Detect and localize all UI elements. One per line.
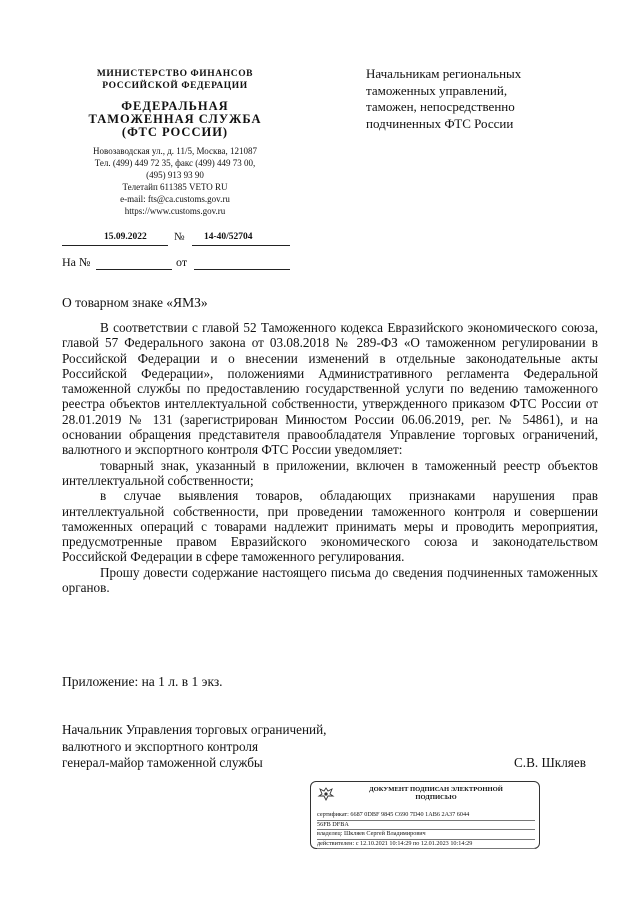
stamp-title-line: ДОКУМЕНТ ПОДПИСАН ЭЛЕКТРОННОЙ xyxy=(369,786,503,793)
sender-contacts xyxy=(62,145,288,217)
service-line: (ФТС РОССИИ) xyxy=(121,125,229,139)
address-line: Новозаводская ул., д. 11/5, Москва, 121087 xyxy=(93,146,257,156)
letter-body xyxy=(62,320,598,595)
reference-line xyxy=(62,255,290,271)
letter-subject: О товарном знаке «ЯМЗ» xyxy=(62,295,208,310)
website-line: https://www.customs.gov.ru xyxy=(124,206,226,216)
certificate-line: 56FB DFBA xyxy=(317,821,535,831)
ministry-line: МИНИСТЕРСТВО ФИНАНСОВ xyxy=(96,69,254,79)
body-paragraph: В соответствии с главой 52 Таможенного кодекса Евразийского экономического союза, главой 57 Федерального закона от 03.08.2018 № 289-ФЗ «О таможенном регулировании в Российской Федерации и о внесении изменений в отдельные законодательные акты Российской Федерации», положениями Административного регламента Федеральной таможенной службы по предоставлению государственной услуги по ведению таможенного реестра объектов интеллектуальной собственности, утвержденного приказом ФТС России от 28.01.2019 № 131 (зарегистрирован Минюстом России 06.06.2019, рег. № 54861), и на основании обращения представителя правообладателя Управление торговых ограничений, валютного и экспортного контроля ФТС России уведомляет: xyxy=(62,320,598,458)
addressee-line: таможен, непосредственно xyxy=(366,99,515,114)
certificate-line: сертификат: 6687 0DBF 9845 C690 7D40 1AB6 2A37 6044 xyxy=(317,811,535,821)
ministry-line: РОССИЙСКОЙ ФЕДЕРАЦИИ xyxy=(102,81,248,91)
stamp-details xyxy=(317,811,535,849)
email-line: e-mail: fts@ca.customs.gov.ru xyxy=(120,194,230,204)
body-paragraph: товарный знак, указанный в приложении, включен в таможенный реестр объектов интеллектуальной собственности; xyxy=(62,457,598,488)
attachment-note: Приложение: на 1 л. в 1 экз. xyxy=(62,674,223,689)
phone-line: (495) 913 93 90 xyxy=(146,170,204,180)
signer-name: С.В. Шкляев xyxy=(514,755,586,770)
teletype-line: Телетайп 611385 VETO RU xyxy=(122,182,228,192)
registration-date: 15.09.2022 xyxy=(104,232,147,242)
stamp-title-line: ПОДПИСЬЮ xyxy=(415,794,457,801)
ministry-name xyxy=(62,68,288,92)
registration-line xyxy=(62,232,290,246)
electronic-signature-stamp xyxy=(310,781,540,849)
addressee-line: таможенных управлений, xyxy=(366,82,508,98)
signer-position-line: генерал-майор таможенной службы xyxy=(62,755,263,770)
signer-position-line: Начальник Управления торговых ограничений, xyxy=(62,722,327,737)
service-line: ФЕДЕРАЛЬНАЯ xyxy=(121,99,229,113)
service-name xyxy=(62,100,288,139)
signer-position xyxy=(62,722,326,772)
addressee-line: Начальникам региональных xyxy=(366,66,522,81)
phone-line: Тел. (499) 449 72 35, факс (499) 449 73 00, xyxy=(94,158,256,168)
reference-label: На № xyxy=(62,255,91,269)
eagle-emblem-icon xyxy=(317,786,335,802)
signer-position-line: валютного и экспортного контроля xyxy=(62,738,259,754)
addressee-line: подчиненных ФТС России xyxy=(366,115,514,131)
stamp-title xyxy=(341,786,531,802)
service-line: ТАМОЖЕННАЯ СЛУЖБА xyxy=(88,112,262,126)
body-paragraph: Прошу довести содержание настоящего письма до сведения подчиненных таможенных органов. xyxy=(62,564,598,596)
validity-line: действителен: с 12.10.2021 10:14:29 по 12.01.2023 10:14:29 xyxy=(317,840,535,850)
registration-number: 14-40/52704 xyxy=(204,232,253,242)
addressee xyxy=(366,66,566,132)
from-label: от xyxy=(176,255,188,269)
number-sign: № xyxy=(174,231,185,243)
body-paragraph: в случае выявления товаров, обладающих признаками нарушения прав интеллектуальной собственности, при проведении таможенного контроля и совершении таможенных операций с товарами надлежит принимать меры и проводить мероприятия, предусмотренные правом Евразийского экономического союза и законодательством Российской Федерации в сфере таможенного регулирования. xyxy=(62,488,598,565)
owner-line: владелец: Шкляев Сергей Владимирович xyxy=(317,830,535,840)
